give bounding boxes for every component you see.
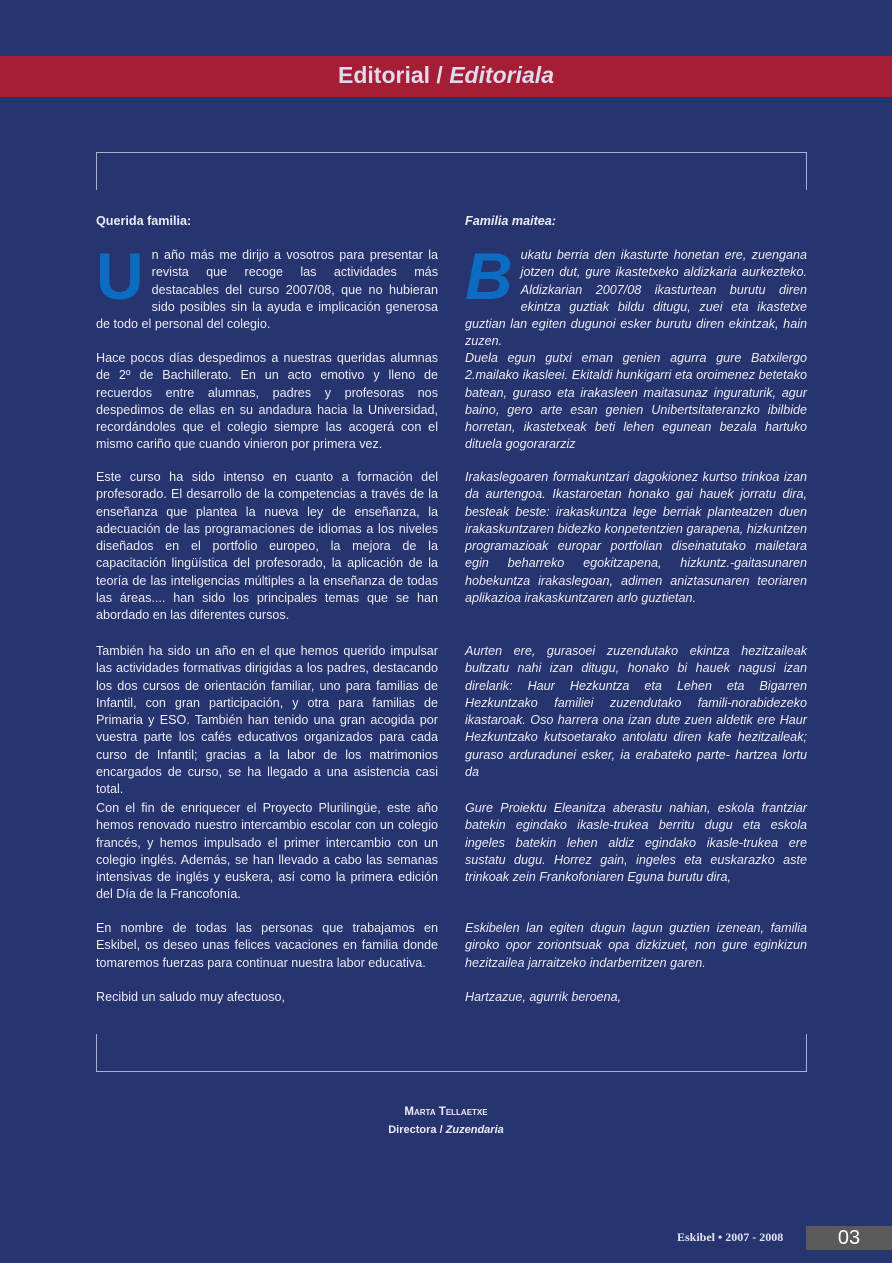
role-separator: / xyxy=(436,1124,446,1136)
title-basque: Editoriala xyxy=(449,62,554,88)
paragraph-6: Eskibelen lan egiten dugun lagun guztien izenean, familia giroko opor zoriontsuak opa dizkizuet, non gure eginkizun hezitzailea jarraitzeko indarberritzen garen. xyxy=(465,921,807,970)
paragraph-3: Este curso ha sido intenso en cuanto a formación del profesorado. El desarrollo de la competencias a través de la enseñanza que plantea la nueva ley de enseñanza, la adecuación de las programaciones de idiomas a los niveles diseñados en el portfolio europeo, la mejora de la capacitación lingüística del profesorado, la aplicación de la teoría de las inteligencias múltiples a la enseñanza de todas las áreas.... han sido los principales temas que se han abordado en las diferentes cursos. xyxy=(96,470,438,623)
paragraph-6: En nombre de todas las personas que trabajamos en Eskibel, os deseo unas felices vacaciones en familia donde tomaremos fuerzas para continuar nuestra labor educativa. xyxy=(96,921,438,970)
greeting: Querida familia: xyxy=(96,214,192,228)
paragraph-1-text: n año más me dirijo a vosotros para presentar la revista que recoge las actividades más destacables del curso 2007/08, que no hubieran sido posibles sin la ayuda e implicación generosa de todo el personal del colegio. xyxy=(96,248,438,332)
drop-cap: U xyxy=(96,239,144,313)
closing: Recibid un saludo muy afectuoso, xyxy=(96,990,286,1004)
paragraph-4: También ha sido un año en el que hemos querido impulsar las actividades formativas dirigidas a los padres, destacando los dos cursos de orientación familiar, uno para familias de Infantil, con gran participación, y otra para familias de Primaria y ESO. También han tenido una gran acogida por vuestra parte los cafés educativos organizados para cada curso de Infantil; gracias a la labor de los matrimonios encargados de curso, se ha llegado a una asistencia casi total. xyxy=(96,644,438,797)
greeting: Familia maitea: xyxy=(465,214,556,228)
signature-role xyxy=(0,1124,892,1136)
paragraph-1 xyxy=(96,239,438,333)
signature-name: Marta Tellaetxe xyxy=(404,1106,488,1118)
page-number: 03 xyxy=(806,1226,892,1250)
paragraph-1 xyxy=(465,239,807,351)
closing: Hartzazue, agurrik beroena, xyxy=(465,990,622,1004)
title-spanish: Editorial xyxy=(338,62,431,88)
drop-cap: B xyxy=(465,239,513,313)
role-basque: Zuzendaria xyxy=(445,1124,504,1136)
paragraph-2: Duela egun gutxi eman genien agurra gure Batxilergo 2.mailako ikasleei. Ekitaldi hunkigarri eta oroimenez betetako batean, guraso eta irakasleen maitasunaz inguraturik, agur baino, gero arte esan genien Unibertsitateranzko ibilbide horretan, ikastetxeak beti lehen egunean bezala hartuko dituela gogorararziz xyxy=(465,351,807,452)
paragraph-2: Hace pocos días despedimos a nuestras queridas alumnas de 2º de Bachillerato. En un acto emotivo y lleno de recuerdos entre alumnas, padres y profesoras nos despedimos de ellas en su andadura hacia la Universidad, recordándoles que el colegio siempre las acogerá con el mismo cariño que cuando vinieron por primera vez. xyxy=(96,351,438,452)
title-separator: / xyxy=(430,62,450,88)
paragraph-1-text: ukatu berria den ikasturte honetan ere, zuengana jotzen dut, gure ikastetxeko aldizkaria aurkezteko. Aldizkarian 2007/08 ikasturtean burutu diren ekintza guztiak bildu ditugu, zuei eta ikastetxe guztian lan egiten dugunoi esker burutu diren ekintzak, hain zuzen. xyxy=(465,248,807,349)
paragraph-5: Gure Proiektu Eleanitza aberastu nahian, eskola frantziar batekin egindako ikasle-trukea berritu dugu eta eskola ingeles batekin lehen aldiz egindako ikasle-trukea ere sustatu dugu. Horrez gain, ingeles eta euskarazko aste trinkoak zein Frankofoniaren Eguna burutu dira, xyxy=(465,801,807,885)
paragraph-3: Irakaslegoaren formakuntzari dagokionez kurtso trinkoa izan da aurtengoa. Ikastaroetan honako gai hauek jorratu dira, besteak beste: irakaskuntza lege berriak planteatzen duen irakaskuntzaren bidezko konpetentzien garapena, hizkuntzen programazioak europar portfolian diseinatutako mailetara egin beharreko egokitzapena, hizkuntz.-gaitasunaren hobekuntza irakaslegoan, adimen aniztasunaren teoriaren aplikazioa irakaskuntzaren arlo guztietan. xyxy=(465,470,807,606)
page-title xyxy=(0,62,892,89)
role-spanish: Directora xyxy=(388,1124,437,1136)
publication-footer: Eskibel • 2007 - 2008 xyxy=(677,1230,784,1244)
paragraph-5: Con el fin de enriquecer el Proyecto Plurilingüe, este año hemos renovado nuestro intercambio escolar con un colegio francés, y hemos impulsado el primer intercambio con un colegio inglés. Además, se han llevado a cabo las semanas intensivas de inglés y euskera, así como la primera edición del Día de la Francofonía. xyxy=(96,801,438,902)
bottom-frame-divider xyxy=(96,1034,807,1072)
top-frame-divider xyxy=(96,152,807,190)
paragraph-4: Aurten ere, gurasoei zuzendutako ekintza hezitzaileak bultzatu nahi izan ditugu, honako bi hauek nagusi izan direlarik: Haur Hezkuntza eta Lehen eta Bigarren Hezkuntzako familiei zuzendutako famili-norabidezeko ikastaroak. Oso harrera ona izan dute zuen aldetik ere Haur Hezkuntzako kutsoetarako antolatu diren kafe hezitzaileak; guraso arduradunei esker, ia erabateko parte- hartzea lortu da xyxy=(465,644,807,780)
